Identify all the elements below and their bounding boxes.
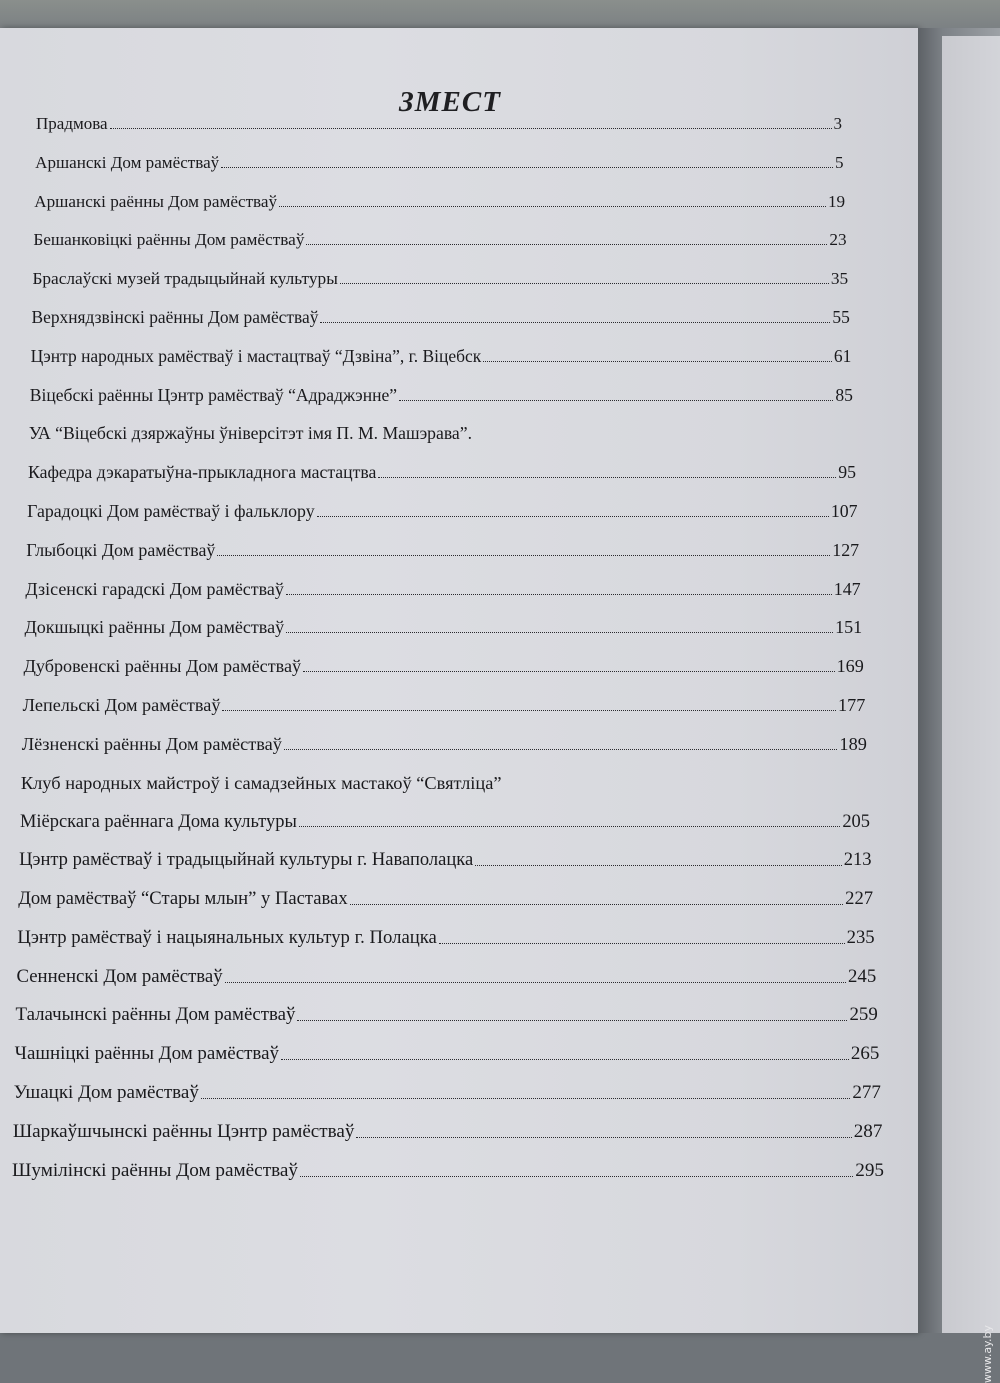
- toc-entry-title: Гарадоцкі Дом рамёстваў і фальклору: [27, 501, 315, 521]
- toc-entry-title: Сенненскі Дом рамёстваў: [16, 965, 223, 987]
- toc-entry: [24, 651, 864, 677]
- toc-entry-page-number: 235: [846, 926, 875, 948]
- toc-entry: [30, 380, 853, 406]
- dot-leader: [281, 1059, 849, 1060]
- toc-entry-title: Цэнтр рамёстваў і традыцыйнай культуры г. Наваполацка: [19, 849, 474, 871]
- toc-entry-title: Шумілінскі раённы Дом рамёстваў: [12, 1159, 299, 1181]
- dot-leader: [320, 322, 830, 323]
- page-title: ЗМЕСТ: [399, 86, 501, 118]
- dot-leader: [399, 400, 833, 401]
- toc-entry-title: Шаркаўшчынскі раённы Цэнтр рамёстваў: [12, 1120, 355, 1142]
- document-page: [0, 28, 918, 1333]
- dot-leader: [225, 982, 846, 983]
- toc-entry-page-number: 259: [849, 1004, 878, 1026]
- toc-entry: [20, 806, 870, 832]
- toc-entry-page-number: 205: [842, 811, 870, 832]
- toc-entry-title: Дзісенскі гарадскі Дом рамёстваў: [25, 578, 284, 599]
- toc-entry: [23, 690, 866, 716]
- toc-entry-page-number: 127: [832, 539, 860, 560]
- toc-entry-page-number: 287: [853, 1120, 883, 1142]
- toc-entry-page-number: 169: [836, 656, 864, 677]
- toc-entry: [12, 1156, 884, 1182]
- toc-entry-page-number: 5: [835, 152, 844, 172]
- dot-leader: [483, 361, 832, 362]
- toc-entry: [31, 341, 852, 367]
- toc-entry: [34, 186, 845, 212]
- dot-leader: [317, 516, 829, 517]
- dot-leader: [350, 904, 844, 905]
- toc-entry-title: Аршанскі раённы Дом рамёстваў: [34, 191, 278, 211]
- toc-entry: [33, 224, 846, 250]
- toc-entry: [18, 884, 873, 910]
- book-page-edge: [918, 28, 1000, 1333]
- toc-entry-title: Браслаўскі музей традыцыйнай культуры: [32, 269, 338, 289]
- toc-entry: [28, 457, 856, 483]
- toc-entry-page-number: 189: [839, 733, 867, 754]
- toc-entry-page-number: 19: [827, 191, 846, 211]
- toc-entry: [17, 923, 874, 949]
- toc-entry-page-number: 213: [843, 849, 872, 871]
- toc-entry-title: Бешанковіцкі раённы Дом рамёстваў: [33, 230, 305, 250]
- toc-entry-title: Клуб народных майстроў і самадзейных мастакоў “Святліца”: [20, 772, 502, 793]
- toc-entry: [27, 496, 857, 522]
- toc-entry: [15, 1039, 880, 1065]
- toc-entry-title: Докшыцкі раённы Дом рамёстваў: [24, 617, 285, 638]
- toc-entry-title: Чашніцкі раённы Дом рамёстваў: [14, 1043, 279, 1065]
- dot-leader: [378, 477, 836, 478]
- toc-entry-title: УА “Віцебскі дзяржаўны ўніверсітэт імя П. М. Машэрава”.: [28, 423, 472, 444]
- toc-entry-page-number: 295: [855, 1159, 884, 1181]
- dot-leader: [286, 594, 832, 595]
- toc-entry-title: Дом рамёстваў “Стары млын” у Паставах: [18, 888, 348, 909]
- toc-entry-title: Віцебскі раённы Цэнтр рамёстваў “Адраджэнне”: [29, 384, 398, 405]
- toc-entry-page-number: 61: [833, 345, 852, 366]
- toc-entry: [13, 1117, 883, 1143]
- toc-entry-page-number: 55: [832, 307, 850, 327]
- toc-entry: [24, 612, 862, 638]
- dot-leader: [297, 1020, 847, 1021]
- dot-leader: [340, 283, 829, 284]
- toc-entry-title: Верхнядзвінскі раённы Дом рамёстваў: [31, 307, 319, 327]
- toc-entry-title: Міёрскага раённага Дома культуры: [20, 811, 297, 832]
- dot-leader: [201, 1098, 851, 1099]
- toc-entry-page-number: 147: [833, 578, 861, 599]
- toc-entry-title: Прадмова: [36, 114, 108, 133]
- toc-entry-page-number: 3: [833, 114, 842, 133]
- dot-leader: [439, 943, 845, 944]
- dot-leader: [299, 826, 840, 827]
- dot-leader: [279, 206, 826, 207]
- toc-entry-title: Лепельскі Дом рамёстваў: [22, 695, 221, 715]
- toc-entry-page-number: 151: [835, 617, 863, 638]
- toc-entry-page-number: 23: [829, 230, 847, 250]
- toc-entry-title: Кафедра дэкаратыўна-прыкладнога мастацтва: [28, 462, 377, 483]
- dot-leader: [356, 1137, 851, 1138]
- toc-entry: [22, 729, 867, 755]
- toc-entry: [36, 108, 842, 134]
- dot-leader: [475, 865, 842, 866]
- toc-entry-title: Глыбоцкі Дом рамёстваў: [26, 539, 216, 560]
- toc-entry-page-number: 85: [835, 384, 853, 405]
- toc-entry-page-number: 245: [848, 965, 877, 987]
- toc-entry: [16, 1000, 878, 1026]
- dot-leader: [306, 244, 827, 245]
- toc-entry-title: Цэнтр народных рамёстваў і мастацтваў “Дзвіна”, г. Віцебск: [30, 345, 482, 366]
- table-of-contents: [0, 28, 918, 1333]
- toc-entry: [19, 845, 871, 871]
- dot-leader: [217, 555, 830, 556]
- toc-entry: [26, 535, 859, 561]
- toc-entry-title: Талачынскі раённы Дом рамёстваў: [15, 1004, 296, 1026]
- toc-entry-page-number: 35: [830, 269, 849, 289]
- watermark: www.ay.by: [981, 1325, 994, 1383]
- toc-entry-title: Ушацкі Дом рамёстваў: [13, 1082, 199, 1103]
- dot-leader: [284, 749, 837, 750]
- toc-entry-page-number: 107: [830, 501, 858, 521]
- dot-leader: [286, 632, 833, 633]
- toc-entry-page-number: 95: [838, 462, 856, 483]
- toc-entry: [14, 1078, 881, 1104]
- toc-entry-title: Лёзненскі раённы Дом рамёстваў: [21, 733, 282, 754]
- toc-entry-title: Цэнтр рамёстваў і нацыянальных культур г. Полацка: [17, 926, 437, 948]
- toc-entry: [21, 768, 781, 794]
- toc-entry: [32, 263, 848, 289]
- toc-entry: [32, 302, 850, 328]
- next-page-sheet: [942, 36, 1000, 1333]
- dot-leader: [110, 128, 832, 129]
- toc-entry-page-number: 227: [845, 888, 874, 909]
- toc-entry: [35, 147, 843, 173]
- dot-leader: [303, 671, 835, 672]
- toc-entry: [29, 418, 789, 444]
- toc-entry-page-number: 265: [850, 1043, 880, 1065]
- dot-leader: [222, 710, 836, 711]
- toc-entry-page-number: 277: [852, 1082, 881, 1103]
- toc-entry-title: Аршанскі Дом рамёстваў: [35, 152, 220, 172]
- toc-entry-page-number: 177: [837, 695, 866, 715]
- toc-entry: [25, 574, 860, 600]
- dot-leader: [300, 1176, 853, 1177]
- toc-entry-title: Дубровенскі раённы Дом рамёстваў: [23, 656, 302, 677]
- dot-leader: [221, 167, 833, 168]
- toc-entry: [16, 962, 876, 988]
